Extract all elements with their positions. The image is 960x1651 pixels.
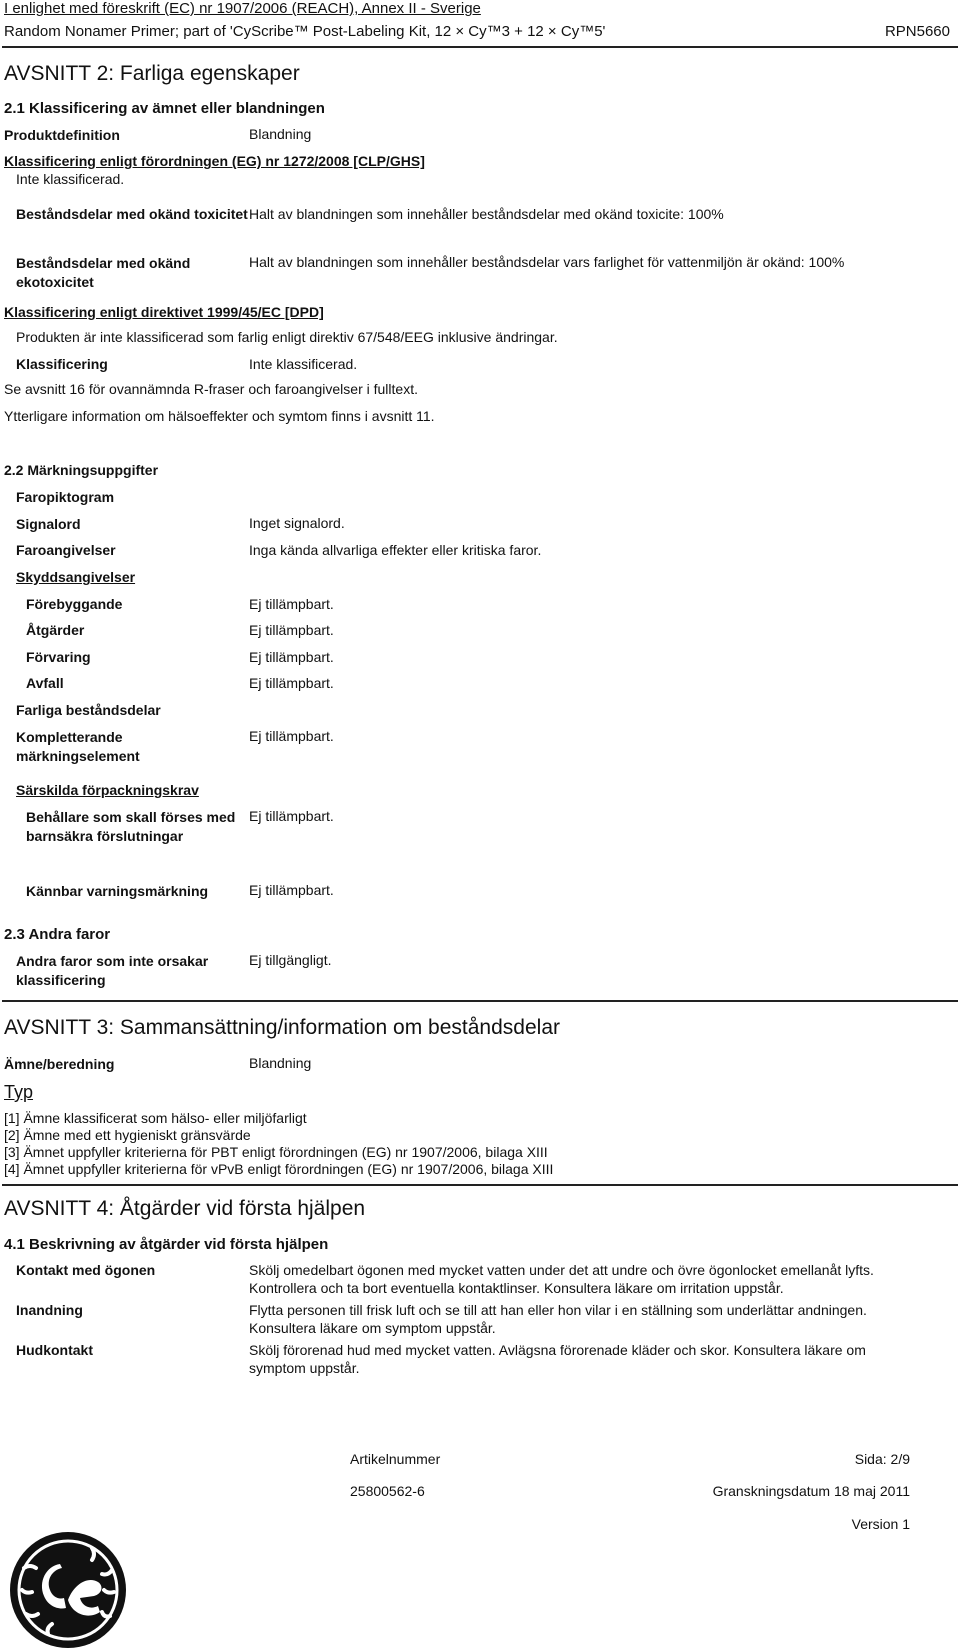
amne-label: Ämne/beredning: [4, 1056, 115, 1072]
section21-title: 2.1 Klassificering av ämnet eller blandningen: [4, 100, 325, 117]
faroangivelser-value: Inga kända allvarliga effekter eller kritiska faror.: [249, 542, 542, 558]
faropiktogram-label: Faropiktogram: [16, 489, 115, 505]
section3-divider: [2, 1000, 958, 1002]
typ-heading: Typ: [4, 1082, 34, 1102]
ogon-value: Skölj omedelbart ögonen med mycket vatten under det att undre och övre ögonlocket emellanåt lyfts. Kontrollera och ta bort eventuella kontaktlinser. Konsultera läkare om irritation uppstår.: [249, 1262, 874, 1296]
forvaring-label: Förvaring: [26, 649, 91, 665]
produktdefinition-value: Blandning: [249, 126, 312, 142]
behallare-label: Behållare som skall förses med barnsäkra förslutningar: [26, 809, 236, 844]
section3-title: AVSNITT 3: Sammansättning/information om beståndsdelar: [4, 1016, 560, 1039]
inandning-label: Inandning: [16, 1302, 83, 1318]
typ-item: [1] Ämne klassificerat som hälso- eller miljöfarligt: [4, 1110, 307, 1126]
ekotox-label: Beståndsdelar med okänd ekotoxicitet: [16, 255, 191, 290]
note-section11: Ytterligare information om hälsoeffekter och symtom finns i avsnitt 11.: [4, 408, 435, 424]
ge-logo-icon: [8, 1530, 128, 1650]
tox-value: Halt av blandningen som innehåller beståndsdelar med okänd toxicite: 100%: [249, 206, 724, 222]
atgarder-label: Åtgärder: [26, 622, 85, 638]
kompletterande-value: Ej tillämpbart.: [249, 728, 334, 744]
typ-item: [4] Ämnet uppfyller kriterierna för vPvB enligt förordningen (EG) nr 1907/2006, bilaga XIII: [4, 1161, 554, 1177]
signalord-label: Signalord: [16, 516, 81, 532]
artikelnummer-value: 25800562-6: [350, 1483, 425, 1499]
page-number: Sida: 2/9: [854, 1451, 910, 1467]
kannbar-value: Ej tillämpbart.: [249, 882, 334, 898]
typ-item: [3] Ämnet uppfyller kriterierna för PBT enligt förordningen (EG) nr 1907/2006, bilaga XIII: [4, 1144, 548, 1160]
artikelnummer-label: Artikelnummer: [350, 1451, 441, 1467]
version: Version 1: [851, 1516, 910, 1532]
kompletterande-label: Kompletterande märkningselement: [16, 729, 140, 764]
typ-item: [2] Ämne med ett hygieniskt gränsvärde: [4, 1127, 251, 1143]
header-regulation: I enlighet med föreskrift (EC) nr 1907/2006 (REACH), Annex II - Sverige: [4, 0, 481, 17]
andra-faror-label: Andra faror som inte orsakar klassificering: [16, 953, 209, 988]
farliga-bestandsdelar-label: Farliga beståndsdelar: [16, 702, 161, 718]
atgarder-value: Ej tillämpbart.: [249, 622, 334, 638]
inandning-value: Flytta personen till frisk luft och se till att han eller hon vilar i en ställning som underlättar andningen. Konsultera läkare om symptom uppstår.: [249, 1302, 867, 1336]
avfall-label: Avfall: [26, 675, 64, 691]
klassificering-label: Klassificering: [16, 356, 108, 372]
skyddsangivelser-heading: Skyddsangivelser: [16, 569, 136, 585]
section22-title: 2.2 Märkningsuppgifter: [4, 462, 159, 478]
header-product-code: RPN5660: [884, 23, 950, 40]
clp-value: Inte klassificerad.: [16, 171, 125, 187]
ogon-label: Kontakt med ögonen: [16, 1262, 156, 1278]
faroangivelser-label: Faroangivelser: [16, 542, 116, 558]
section4-title: AVSNITT 4: Åtgärder vid första hjälpen: [4, 1197, 366, 1220]
hudkontakt-value: Skölj förorenad hud med mycket vatten. Avlägsna förorenade kläder och skor. Konsultera läkare om symptom uppstår.: [249, 1342, 866, 1376]
kannbar-label: Kännbar varningsmärkning: [26, 883, 209, 899]
forebyggande-label: Förebyggande: [26, 596, 123, 612]
dpd-text: Produkten är inte klassificerad som farlig enligt direktiv 67/548/EEG inklusive ändringar.: [16, 329, 558, 345]
behallare-value: Ej tillämpbart.: [249, 808, 334, 824]
header-divider: [2, 46, 958, 48]
hudkontakt-label: Hudkontakt: [16, 1342, 93, 1358]
header-product: Random Nonamer Primer; part of 'CyScribe™ Post-Labeling Kit, 12 × Cy™3 + 12 × Cy™5': [4, 23, 606, 40]
note-section16: Se avsnitt 16 för ovannämnda R-fraser och faroangivelser i fulltext.: [4, 381, 418, 397]
section2-title: AVSNITT 2: Farliga egenskaper: [4, 62, 300, 85]
signalord-value: Inget signalord.: [249, 515, 345, 531]
tox-label: Beståndsdelar med okänd toxicitet: [16, 206, 248, 222]
klassificering-value: Inte klassificerad.: [249, 356, 358, 372]
ekotox-value: Halt av blandningen som innehåller beståndsdelar vars farlighet för vattenmiljön är okänd: 100%: [249, 254, 845, 270]
forvaring-value: Ej tillämpbart.: [249, 649, 334, 665]
dpd-heading: Klassificering enligt direktivet 1999/45/EC [DPD]: [4, 304, 324, 320]
section41-title: 4.1 Beskrivning av åtgärder vid första hjälpen: [4, 1236, 329, 1253]
forebyggande-value: Ej tillämpbart.: [249, 596, 334, 612]
section23-title: 2.3 Andra faror: [4, 926, 111, 943]
produktdefinition-label: Produktdefinition: [4, 127, 120, 143]
avfall-value: Ej tillämpbart.: [249, 675, 334, 691]
section4-divider: [2, 1184, 958, 1186]
sarskilda-heading: Särskilda förpackningskrav: [16, 782, 199, 798]
clp-heading: Klassificering enligt förordningen (EG) nr 1272/2008 [CLP/GHS]: [4, 153, 425, 169]
review-date: Granskningsdatum 18 maj 2011: [712, 1483, 910, 1499]
andra-faror-value: Ej tillgängligt.: [249, 952, 332, 968]
amne-value: Blandning: [249, 1055, 312, 1071]
